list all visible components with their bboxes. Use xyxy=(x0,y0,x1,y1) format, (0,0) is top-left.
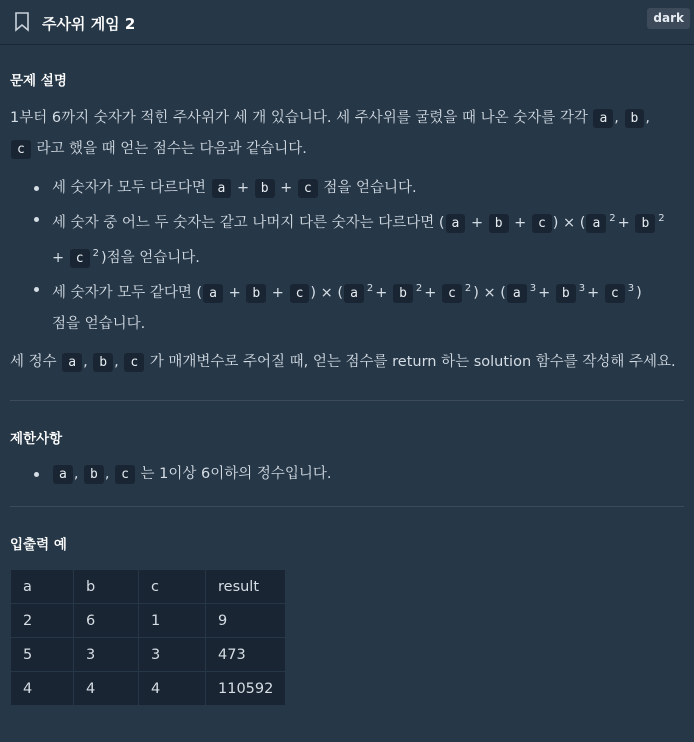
var-a: a xyxy=(212,179,232,198)
list-item: 세 숫자 중 어느 두 숫자는 같고 나머지 다른 숫자는 다르다면 ( a + b + c ) × ( a $^2$ + b $^2$ + c $^2$ )점을 얻습니다. xyxy=(10,204,684,274)
constraints-list xyxy=(10,459,684,490)
theme-toggle-button[interactable]: dark xyxy=(647,8,690,29)
rule-text: 세 숫자 중 어느 두 숫자는 같고 나머지 다른 숫자는 다르다면 xyxy=(52,215,435,231)
rule-text: 세 숫자가 모두 다르다면 xyxy=(52,180,206,196)
outro-text-2: 가 매개변수로 주어질 때, 얻는 점수를 return 하는 solution 함수를 작성해 주세요. xyxy=(149,354,676,370)
problem-content xyxy=(0,45,694,706)
section-title-constraints: 제한사항 xyxy=(10,431,63,447)
score-rules-list xyxy=(10,173,684,339)
table-cell: 6 xyxy=(74,604,139,638)
list-item xyxy=(10,459,684,490)
var-a: a xyxy=(446,214,466,233)
var-c: c xyxy=(532,214,552,233)
var-b: b xyxy=(246,284,266,303)
var-c: c xyxy=(298,179,318,198)
rule-text: 점을 얻습니다. xyxy=(323,180,417,196)
var-b: b xyxy=(556,284,576,303)
table-row xyxy=(11,672,286,706)
table-cell: 4 xyxy=(139,672,206,706)
comma: , xyxy=(614,110,619,126)
var-a: a xyxy=(586,214,606,233)
header-bar xyxy=(0,0,694,45)
constraint-text: 는 1이상 6이하의 정수입니다. xyxy=(140,466,332,482)
section-title-description: 문제 설명 xyxy=(10,73,67,89)
var-a: a xyxy=(507,284,527,303)
var-a: a xyxy=(53,465,73,484)
description-outro xyxy=(10,347,684,378)
column-header: a xyxy=(11,570,74,604)
column-header: b xyxy=(74,570,139,604)
table-cell: 2 xyxy=(11,604,74,638)
intro-text: 1부터 6까지 숫자가 적힌 주사위가 세 개 있습니다. 세 주사위를 굴렸을 때 나온 숫자를 각각 xyxy=(10,110,588,126)
var-c: c xyxy=(115,465,135,484)
var-c: c xyxy=(605,284,625,303)
table-cell: 9 xyxy=(206,604,286,638)
list-item: 세 숫자가 모두 다르다면 a + b + c 점을 얻습니다. xyxy=(10,173,684,204)
var-c: c xyxy=(124,353,144,372)
rule-text: 세 숫자가 모두 같다면 xyxy=(52,285,192,301)
var-b: b xyxy=(93,353,113,372)
examples-table xyxy=(10,569,286,706)
var-a: a xyxy=(344,284,364,303)
comma: , xyxy=(114,354,119,370)
table-header-row xyxy=(11,570,286,604)
column-header: c xyxy=(139,570,206,604)
rule-text: 점을 얻습니다. xyxy=(106,250,200,266)
comma: , xyxy=(73,466,79,482)
var-b: b xyxy=(635,214,655,233)
var-c: c xyxy=(442,284,462,303)
var-b: b xyxy=(625,109,645,128)
section-title-examples: 입출력 예 xyxy=(10,537,67,553)
problem-title: 주사위 게임 2 xyxy=(42,15,136,33)
table-cell: 1 xyxy=(139,604,206,638)
table-cell: 4 xyxy=(11,672,74,706)
comma: , xyxy=(104,466,110,482)
table-cell: 3 xyxy=(74,638,139,672)
var-a: a xyxy=(203,284,223,303)
intro-text-2: 라고 했을 때 얻는 점수는 다음과 같습니다. xyxy=(36,141,307,157)
var-b: b xyxy=(84,465,104,484)
var-b: b xyxy=(393,284,413,303)
description-intro xyxy=(10,103,684,165)
bookmark-icon[interactable] xyxy=(14,12,30,32)
var-c: c xyxy=(290,284,310,303)
list-item: 세 숫자가 모두 같다면 ( a + b + c ) × ( a $^2$ + b $^2$ + c $^2$ ) × ( a $^3$ + b $^3$ + c $^3$ ) 점을 얻습니다. xyxy=(10,274,684,339)
var-c: c xyxy=(70,249,90,268)
table-cell: 473 xyxy=(206,638,286,672)
var-b: b xyxy=(489,214,509,233)
table-row xyxy=(11,604,286,638)
table-cell: 110592 xyxy=(206,672,286,706)
var-b: b xyxy=(255,179,275,198)
var-a: a xyxy=(593,109,613,128)
table-row xyxy=(11,638,286,672)
var-c: c xyxy=(11,140,31,159)
var-a: a xyxy=(62,353,82,372)
comma: , xyxy=(645,110,650,126)
outro-text: 세 정수 xyxy=(10,354,57,370)
table-cell: 5 xyxy=(11,638,74,672)
comma: , xyxy=(83,354,88,370)
table-cell: 4 xyxy=(74,672,139,706)
table-cell: 3 xyxy=(139,638,206,672)
rule-text: 점을 얻습니다. xyxy=(52,316,146,332)
column-header: result xyxy=(206,570,286,604)
